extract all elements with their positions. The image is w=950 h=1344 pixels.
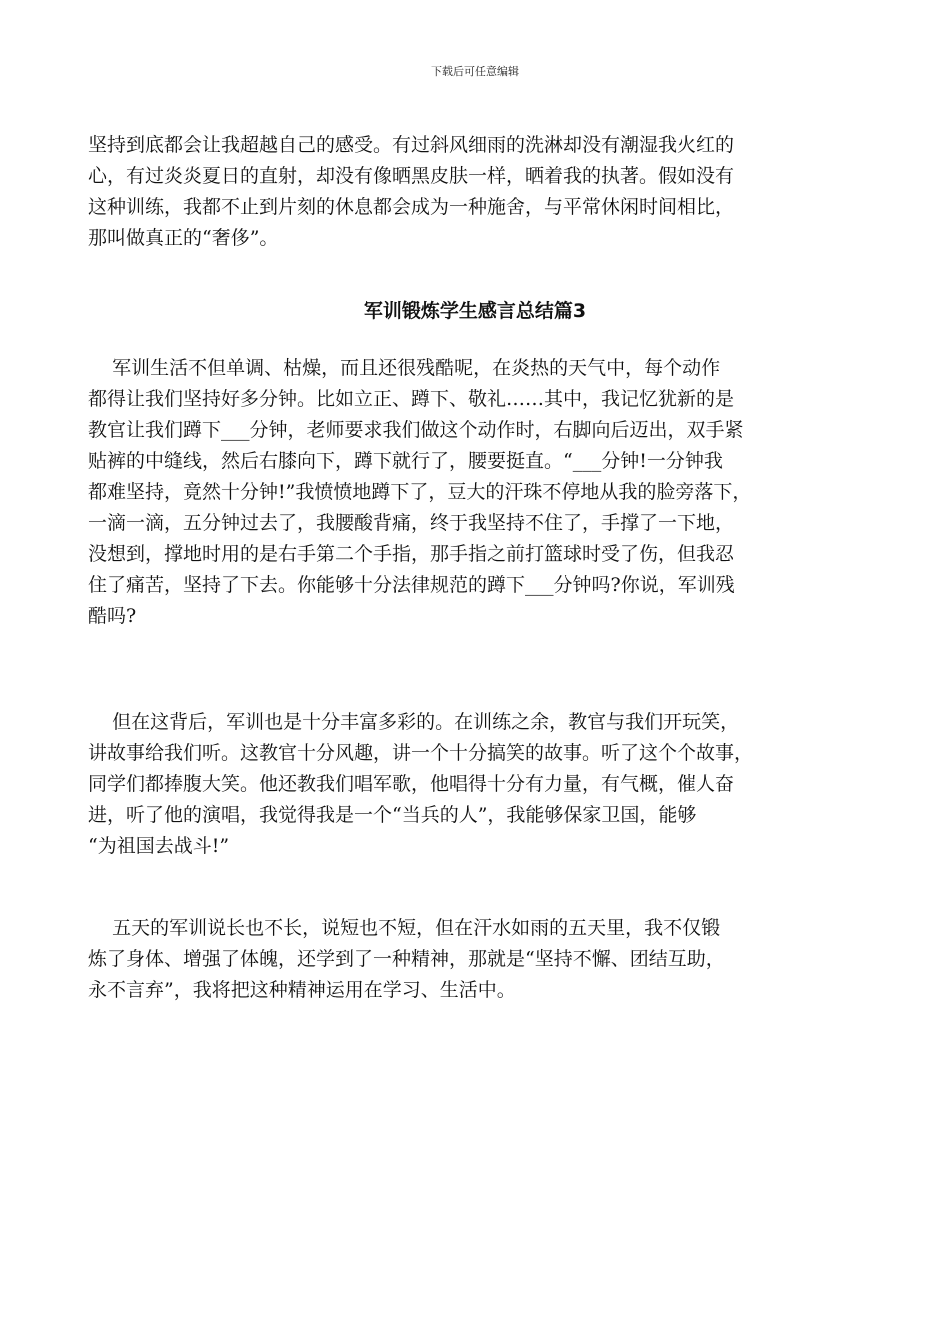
paragraph-2-block: [88, 707, 878, 862]
page-header-note: 下载后可任意编辑: [431, 65, 519, 78]
paragraph-1-block: [88, 353, 878, 632]
paragraph-1: 军训生活不但单调、枯燥，而且还很残酷呢，在炎热的天气中，每个动作 都得让我们坚持好多分钟。比如立正、蹲下、敬礼……其中，我记忆犹新的是 教官让我们蹲下___分钟，老师要求我们做这个动作时，右脚向后迈出，双手紧 贴裤的中缝线，然后右膝向下，蹲下就行了，腰要挺直。“___分钟!一分钟我 都难坚持，竟然十分钟!”我愤愤地蹲下了，豆大的汗珠不停地从我的脸旁落下， 一滴一滴，五分钟过去了，我腰酸背痛，终于我坚持不住了，手撑了一下地， 没想到，撑地时用的是右手第二个手指，那手指之前打篮球时受了伤，但我忍 住了痛苦，坚持了下去。你能够十分法律规范的蹲下___分钟吗?你说，军训残 酷吗?: [88, 357, 752, 627]
section-title: 军训锻炼学生感言总结篇3: [363, 300, 587, 322]
paragraph-3-block: [88, 913, 878, 1006]
paragraph-3: 五天的军训说长也不长，说短也不短，但在汗水如雨的五天里，我不仅锻 炼了身体、增强了体魄，还学到了一种精神，那就是“坚持不懈、团结互助， 永不言弃”，我将把这种精神运用在学习、生活中。: [88, 917, 725, 1001]
paragraph-2: 但在这背后，军训也是十分丰富多彩的。在训练之余，教官与我们开玩笑， 讲故事给我们听。这教官十分风趣，讲一个十分搞笑的故事。听了这个个故事， 同学们都捧腹大笑。他还教我们唱军歌，他唱得十分有力量，有气概，催人奋 进，听了他的演唱，我觉得我是一个“当兵的人”，我能够保家卫国，能够 “为祖国去战斗!”: [88, 711, 754, 857]
continuation-paragraph: 坚持到底都会让我超越自己的感受。有过斜风细雨的洗淋却没有潮湿我火红的 心，有过炎炎夏日的直射，却没有像晒黑皮肤一样，晒着我的执著。假如没有 这种训练，我都不止到片刻的休息都会成为一种施舍，与平常休闲时间相比， 那叫做真正的“奢侈”。: [88, 134, 735, 249]
continuation-paragraph-block: [88, 130, 878, 254]
